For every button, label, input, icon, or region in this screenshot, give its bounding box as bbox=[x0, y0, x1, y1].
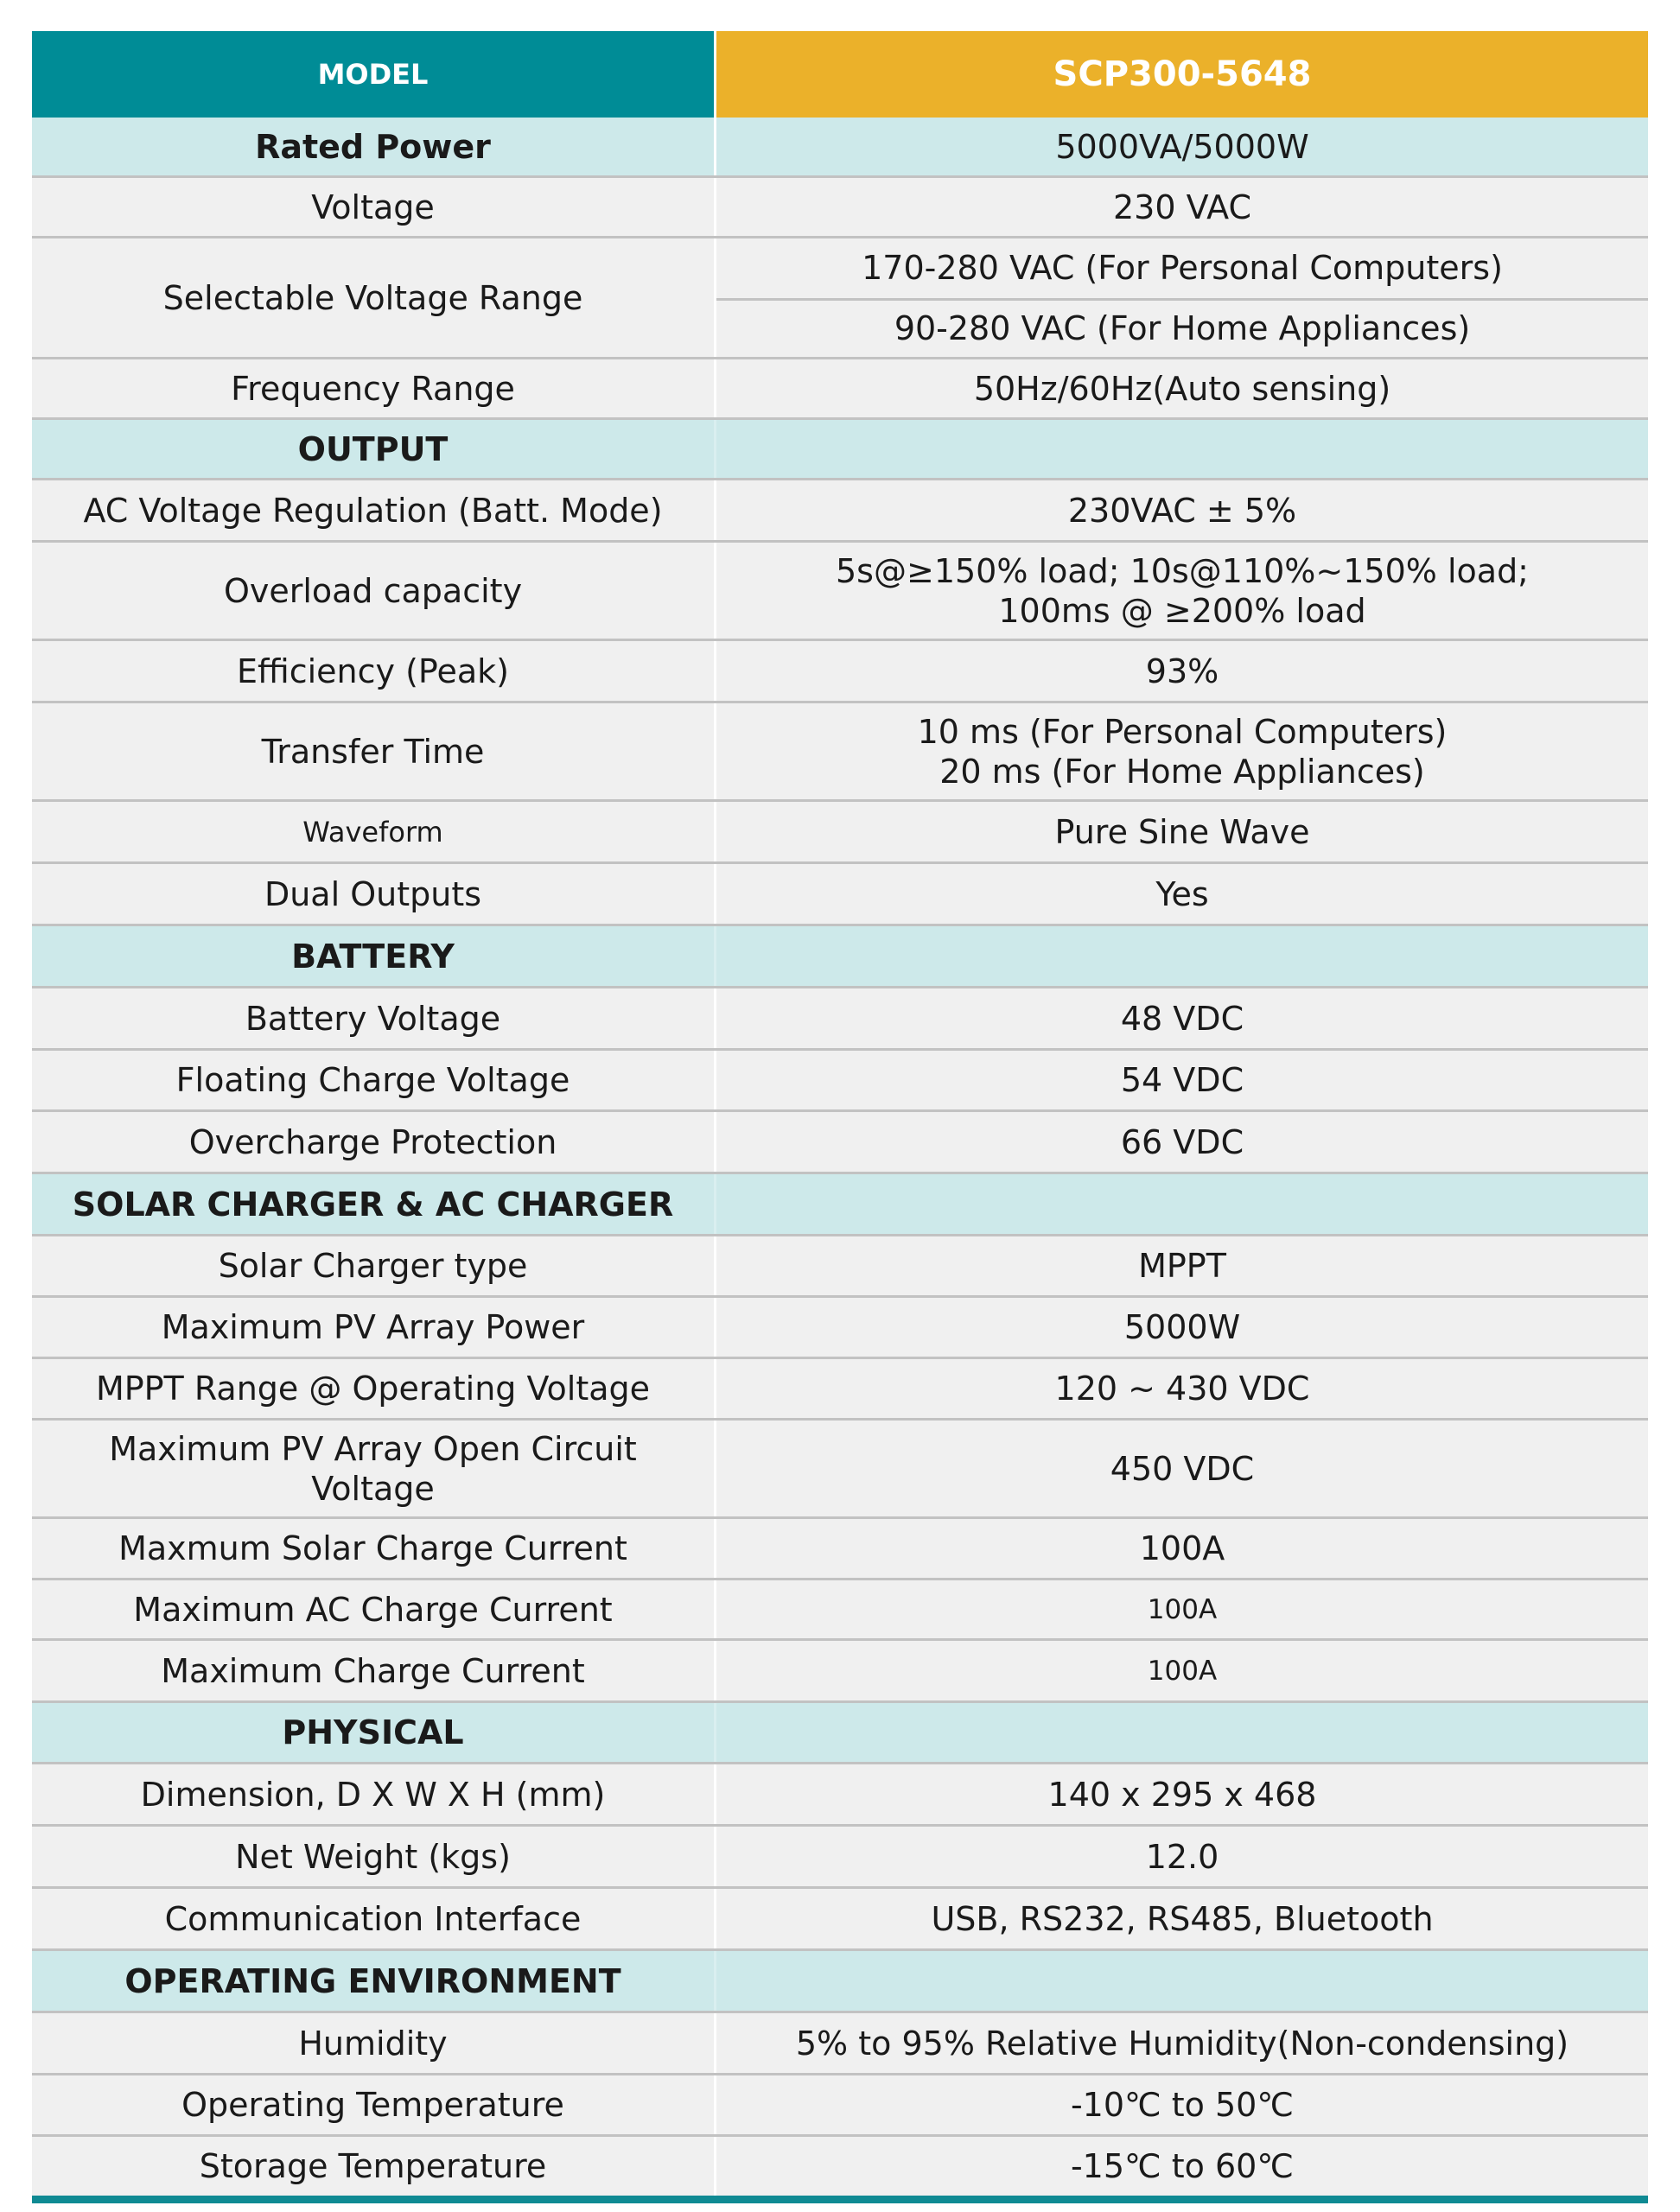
spec-value bbox=[716, 178, 1648, 236]
table-row bbox=[32, 1051, 1648, 1112]
spec-value-line: 140 x 295 x 468 bbox=[1047, 1775, 1317, 1814]
table-row bbox=[32, 2013, 1648, 2075]
spec-value-line: -10℃ to 50℃ bbox=[1070, 2086, 1295, 2124]
table-row bbox=[32, 1112, 1648, 1174]
spec-label: Storage Temperature bbox=[32, 2137, 716, 2196]
table-row bbox=[32, 2075, 1648, 2137]
spec-value bbox=[716, 864, 1648, 924]
spec-value bbox=[716, 1421, 1648, 1516]
spec-label: Net Weight (kgs) bbox=[32, 1827, 716, 1886]
spec-value bbox=[716, 641, 1648, 701]
spec-value-line: 100A bbox=[1147, 1593, 1218, 1625]
spec-label: Humidity bbox=[32, 2013, 716, 2073]
spec-table bbox=[32, 31, 1648, 2198]
table-row bbox=[32, 1236, 1648, 1298]
bottom-rule bbox=[32, 2196, 1648, 2203]
spec-value-line: USB, RS232, RS485, Bluetooth bbox=[931, 1899, 1434, 1938]
table-row bbox=[32, 118, 1648, 178]
spec-value bbox=[716, 1174, 1648, 1234]
spec-value-line: 5000VA/5000W bbox=[1055, 127, 1309, 166]
spec-label: Voltage bbox=[32, 178, 716, 236]
spec-value bbox=[716, 2075, 1648, 2134]
section-row bbox=[32, 926, 1648, 988]
spec-label: Transfer Time bbox=[32, 703, 716, 799]
spec-value-line: 5000W bbox=[1123, 1308, 1241, 1346]
spec-label: Rated Power bbox=[32, 118, 716, 175]
spec-label: Efficiency (Peak) bbox=[32, 641, 716, 701]
spec-value-line: 10 ms (For Personal Computers) 20 ms (For Home Appliances) bbox=[917, 712, 1448, 791]
spec-label: MPPT Range @ Operating Voltage bbox=[32, 1359, 716, 1418]
spec-value bbox=[716, 420, 1648, 478]
section-title: SOLAR CHARGER & AC CHARGER bbox=[32, 1174, 716, 1234]
spec-label: Maximum PV Array Power bbox=[32, 1298, 716, 1357]
spec-label: Floating Charge Voltage bbox=[32, 1051, 716, 1109]
spec-label: Overcharge Protection bbox=[32, 1112, 716, 1172]
spec-value bbox=[716, 703, 1648, 799]
spec-label: Overload capacity bbox=[32, 543, 716, 639]
spec-value bbox=[716, 1827, 1648, 1886]
spec-value bbox=[716, 118, 1648, 175]
spec-value bbox=[716, 1298, 1648, 1357]
spec-value-line: 5s@≥150% load; 10s@110%~150% load; 100ms @ ≥200% load bbox=[836, 551, 1529, 630]
spec-value bbox=[716, 1359, 1648, 1418]
spec-value-line: 450 VDC bbox=[1110, 1449, 1255, 1488]
spec-value bbox=[716, 1764, 1648, 1824]
spec-value-line: 66 VDC bbox=[1120, 1122, 1244, 1161]
table-row bbox=[32, 480, 1648, 543]
table-row bbox=[32, 238, 1648, 359]
spec-value-line bbox=[716, 926, 1648, 986]
spec-label: Frequency Range bbox=[32, 359, 716, 417]
section-row bbox=[32, 1951, 1648, 2013]
spec-label: Solar Charger type bbox=[32, 1236, 716, 1295]
spec-value-line: Pure Sine Wave bbox=[1054, 812, 1310, 851]
spec-value bbox=[716, 1641, 1648, 1700]
spec-value bbox=[716, 1951, 1648, 2011]
table-header bbox=[32, 31, 1648, 118]
spec-label: Maxmum Solar Charge Current bbox=[32, 1519, 716, 1578]
section-title: BATTERY bbox=[32, 926, 716, 986]
table-row bbox=[32, 178, 1648, 238]
spec-label: Waveform bbox=[32, 802, 716, 861]
spec-value-line: -15℃ to 60℃ bbox=[1070, 2147, 1295, 2185]
header-model-value: SCP300-5648 bbox=[716, 31, 1648, 118]
table-row bbox=[32, 1359, 1648, 1421]
table-row bbox=[32, 543, 1648, 641]
spec-label: AC Voltage Regulation (Batt. Mode) bbox=[32, 480, 716, 540]
spec-value-line: 170-280 VAC (For Personal Computers) bbox=[862, 249, 1503, 288]
table-row bbox=[32, 864, 1648, 926]
spec-value-line: 5% to 95% Relative Humidity(Non-condensing) bbox=[795, 2024, 1569, 2063]
spec-label: Maximum AC Charge Current bbox=[32, 1580, 716, 1638]
spec-label: Maximum Charge Current bbox=[32, 1641, 716, 1700]
spec-label: Battery Voltage bbox=[32, 988, 716, 1048]
spec-value bbox=[716, 926, 1648, 986]
table-row bbox=[32, 1421, 1648, 1519]
spec-value-line bbox=[716, 420, 1648, 478]
table-row bbox=[32, 1580, 1648, 1641]
spec-label: Operating Temperature bbox=[32, 2075, 716, 2134]
section-row bbox=[32, 1174, 1648, 1236]
spec-value-line: 93% bbox=[1145, 652, 1219, 690]
spec-value bbox=[716, 543, 1648, 639]
spec-label: Dimension, D X W X H (mm) bbox=[32, 1764, 716, 1824]
spec-value bbox=[716, 1236, 1648, 1295]
spec-value bbox=[716, 1580, 1648, 1638]
spec-value bbox=[716, 238, 1648, 357]
spec-value bbox=[716, 802, 1648, 861]
spec-value-line: 230 VAC bbox=[1112, 188, 1252, 226]
table-row bbox=[32, 1827, 1648, 1889]
spec-value-line bbox=[716, 1703, 1648, 1762]
spec-value bbox=[716, 988, 1648, 1048]
table-row bbox=[32, 359, 1648, 420]
spec-value-line bbox=[716, 1951, 1648, 2011]
table-row bbox=[32, 1889, 1648, 1951]
section-title: PHYSICAL bbox=[32, 1703, 716, 1762]
table-row bbox=[32, 1641, 1648, 1703]
spec-value bbox=[716, 2013, 1648, 2073]
spec-value-line: 54 VDC bbox=[1120, 1061, 1244, 1099]
spec-value bbox=[716, 1051, 1648, 1109]
spec-label: Dual Outputs bbox=[32, 864, 716, 924]
spec-value-line: 120 ~ 430 VDC bbox=[1054, 1370, 1310, 1408]
spec-value-line: 12.0 bbox=[1145, 1837, 1219, 1876]
spec-value bbox=[716, 1889, 1648, 1948]
table-body bbox=[32, 118, 1648, 2198]
spec-value-line bbox=[716, 1174, 1648, 1234]
section-title: OUTPUT bbox=[32, 420, 716, 478]
table-row bbox=[32, 1519, 1648, 1580]
section-row bbox=[32, 420, 1648, 480]
spec-value bbox=[716, 1112, 1648, 1172]
spec-value bbox=[716, 359, 1648, 417]
spec-value-line: 230VAC ± 5% bbox=[1067, 491, 1297, 530]
spec-value bbox=[716, 480, 1648, 540]
table-row bbox=[32, 2137, 1648, 2198]
spec-value-line: MPPT bbox=[1138, 1247, 1226, 1285]
spec-value bbox=[716, 1519, 1648, 1578]
spec-value-line: 90-280 VAC (For Home Appliances) bbox=[716, 298, 1648, 358]
header-model-label: MODEL bbox=[32, 31, 716, 118]
spec-value bbox=[716, 1703, 1648, 1762]
table-row bbox=[32, 988, 1648, 1051]
spec-label: Maximum PV Array Open Circuit Voltage bbox=[32, 1421, 716, 1516]
section-title: OPERATING ENVIRONMENT bbox=[32, 1951, 716, 2011]
spec-label: Communication Interface bbox=[32, 1889, 716, 1948]
spec-label: Selectable Voltage Range bbox=[32, 238, 716, 357]
table-row bbox=[32, 1298, 1648, 1359]
table-row bbox=[32, 802, 1648, 864]
table-row bbox=[32, 641, 1648, 703]
table-row bbox=[32, 703, 1648, 802]
section-row bbox=[32, 1703, 1648, 1764]
spec-value-line: 48 VDC bbox=[1120, 999, 1244, 1038]
table-row bbox=[32, 1764, 1648, 1827]
spec-value-line: 100A bbox=[1147, 1655, 1218, 1687]
spec-value-line: 50Hz/60Hz(Auto sensing) bbox=[973, 369, 1391, 408]
spec-value bbox=[716, 2137, 1648, 2196]
spec-value-line: Yes bbox=[1155, 874, 1209, 913]
spec-value-line: 100A bbox=[1139, 1529, 1225, 1567]
